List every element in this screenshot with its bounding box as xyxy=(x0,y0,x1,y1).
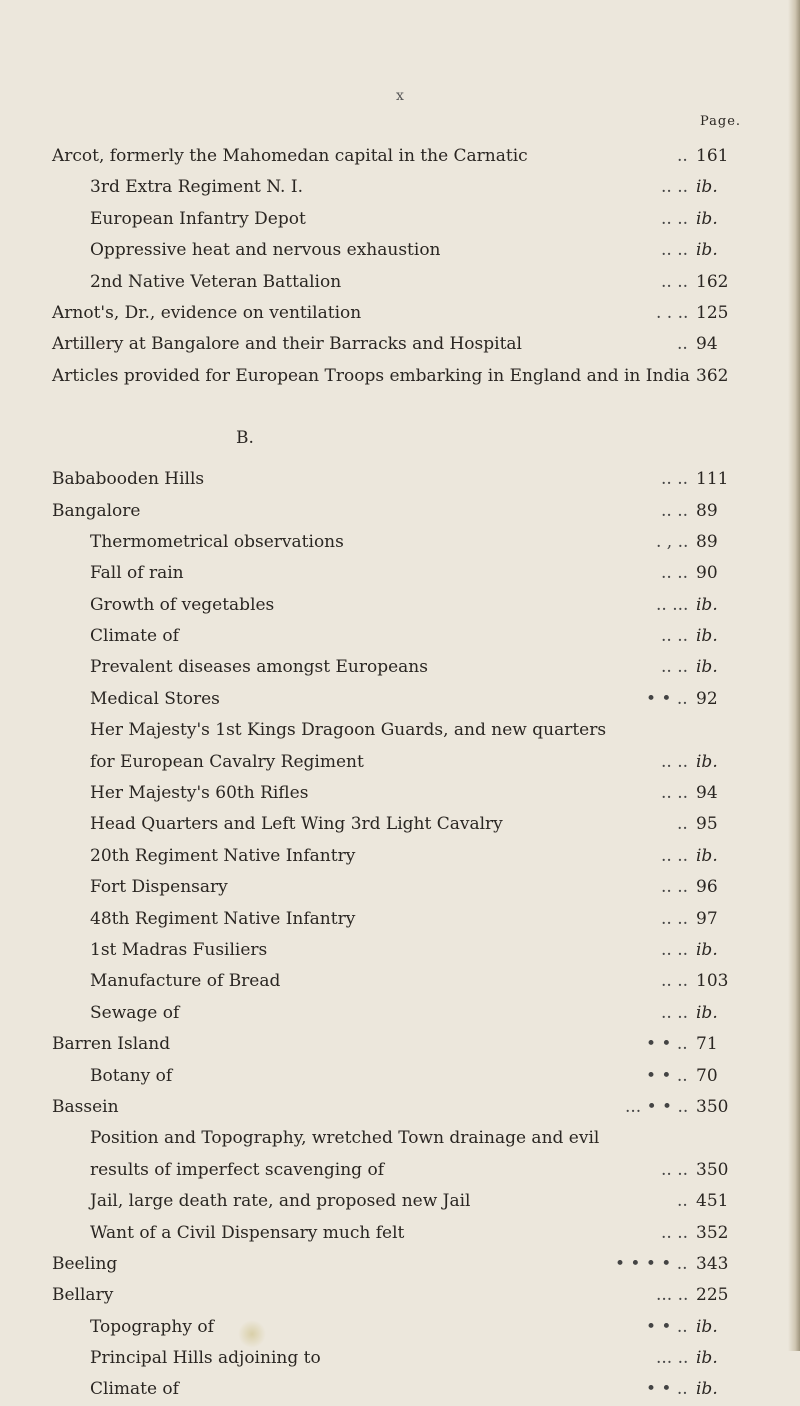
entry-page-number: 225 xyxy=(696,1285,729,1306)
dot-leader: • • .. xyxy=(646,688,688,709)
dot-leader: .. .. xyxy=(661,271,689,292)
index-entry xyxy=(0,590,800,621)
dot-leader: .. .. xyxy=(661,177,689,198)
index-entry xyxy=(0,715,800,746)
dot-leader: .. xyxy=(677,334,688,355)
entry-text: Artillery at Bangalore and their Barracks and Hospital xyxy=(52,334,522,355)
dot-leader: .. xyxy=(677,814,688,835)
dot-leader: .. .. xyxy=(661,1159,689,1180)
entry-text: Position and Topography, wretched Town drainage and evil xyxy=(90,1128,600,1149)
entry-page-number: 96 xyxy=(696,877,718,898)
index-entry xyxy=(0,1280,800,1311)
entry-text: Her Majesty's 1st Kings Dragoon Guards, and new quarters xyxy=(90,720,607,741)
index-entry xyxy=(0,1312,800,1343)
entry-page-number: 352 xyxy=(696,1222,729,1243)
entry-text: 3rd Extra Regiment N. I. xyxy=(90,177,303,198)
entry-text: Want of a Civil Dispensary much felt xyxy=(90,1222,405,1243)
entry-page-number: 350 xyxy=(696,1096,729,1117)
entry-text: Bassein xyxy=(52,1096,119,1117)
entry-text: Climate of xyxy=(90,626,179,647)
entry-page-number: 350 xyxy=(696,1159,729,1180)
entry-text: Medical Stores xyxy=(90,688,220,709)
dot-leader: .. .. xyxy=(661,908,689,929)
entry-page-number: ib. xyxy=(696,1379,718,1400)
entry-page-number: 162 xyxy=(696,271,729,292)
index-entry xyxy=(0,652,800,683)
index-entry xyxy=(0,1029,800,1060)
index-group-b xyxy=(0,464,800,1406)
dot-leader: .. .. xyxy=(661,657,689,678)
index-entry xyxy=(0,1061,800,1092)
dot-leader: • • .. xyxy=(646,1034,688,1055)
dot-leader: .. .. xyxy=(661,240,689,261)
index-entry xyxy=(0,904,800,935)
index-entry xyxy=(0,1218,800,1249)
entry-page-number: ib. xyxy=(696,657,718,678)
index-entry xyxy=(0,621,800,652)
entry-page-number: 97 xyxy=(696,908,718,929)
dot-leader: . . .. xyxy=(656,302,689,323)
section-letter: B. xyxy=(236,428,254,448)
index-entry xyxy=(0,141,800,172)
dot-leader: .. .. xyxy=(661,845,689,866)
entry-text: Barren Island xyxy=(52,1034,171,1055)
entry-text: Topography of xyxy=(90,1316,214,1337)
entry-text: Prevalent diseases amongst Europeans xyxy=(90,657,428,678)
entry-page-number: 92 xyxy=(696,688,718,709)
dot-leader: .. .. xyxy=(661,563,689,584)
dot-leader: .. .. xyxy=(661,1002,689,1023)
index-entry xyxy=(0,558,800,589)
entry-page-number: 161 xyxy=(696,146,729,166)
entry-page-number: 362 xyxy=(696,365,729,386)
entry-page-number: 111 xyxy=(696,469,729,490)
index-group-a xyxy=(0,141,800,392)
entry-page-number: ib. xyxy=(696,626,718,647)
index-entry xyxy=(0,172,800,203)
index-entry xyxy=(0,298,800,329)
entry-page-number: 94 xyxy=(696,334,718,355)
dot-leader: .. .. xyxy=(661,1222,689,1243)
dot-leader: . , .. xyxy=(656,531,689,552)
entry-page-number: ib. xyxy=(696,240,718,261)
dot-leader: .. .. xyxy=(661,626,689,647)
index-entry xyxy=(0,935,800,966)
entry-text: Oppressive heat and nervous exhaustion xyxy=(90,240,441,261)
index-entry xyxy=(0,966,800,997)
entry-text: Fall of rain xyxy=(90,563,184,584)
index-entry xyxy=(0,1092,800,1123)
index-entry xyxy=(0,872,800,903)
dot-leader: .. .. xyxy=(661,971,689,992)
entry-text: for European Cavalry Regiment xyxy=(90,751,364,772)
entry-page-number: 89 xyxy=(696,500,718,521)
entry-page-number: ib. xyxy=(696,1316,718,1337)
index-entry xyxy=(0,1186,800,1217)
dot-leader: .. .. xyxy=(661,208,689,229)
index-entry xyxy=(0,204,800,235)
entry-text: Sewage of xyxy=(90,1002,180,1023)
index-entry xyxy=(0,841,800,872)
index-entry xyxy=(0,267,800,298)
index-entry xyxy=(0,329,800,360)
entry-text: 1st Madras Fusiliers xyxy=(90,939,268,960)
dot-leader: • • • • .. xyxy=(615,1253,688,1274)
dot-leader: ... .. xyxy=(656,1285,689,1306)
entry-text: Arcot, formerly the Mahomedan capital in the Carnatic xyxy=(52,146,528,166)
entry-page-number: ib. xyxy=(696,594,718,615)
dot-leader: .. .. xyxy=(661,783,689,804)
entry-text: results of imperfect scavenging of xyxy=(90,1159,384,1180)
entry-page-number: ib. xyxy=(696,208,718,229)
entry-text: Bangalore xyxy=(52,500,141,521)
entry-text: Botany of xyxy=(90,1065,173,1086)
dot-leader: .. xyxy=(677,146,688,166)
index-entry xyxy=(0,464,800,495)
entry-text: Principal Hills adjoining to xyxy=(90,1348,321,1369)
entry-page-number: 103 xyxy=(696,971,729,992)
dot-leader: .. xyxy=(677,1191,688,1212)
entry-text: Arnot's, Dr., evidence on ventilation xyxy=(52,302,362,323)
entry-page-number: ib. xyxy=(696,939,718,960)
index-entry xyxy=(0,1155,800,1186)
index-entry xyxy=(0,1249,800,1280)
entry-page-number: ib. xyxy=(696,1002,718,1023)
index-entry xyxy=(0,361,800,392)
dot-leader: .. .. xyxy=(661,877,689,898)
dot-leader: .. .. xyxy=(661,939,689,960)
entry-text: Bellary xyxy=(52,1285,114,1306)
entry-text: Growth of vegetables xyxy=(90,594,275,615)
entry-page-number: 70 xyxy=(696,1065,718,1086)
index-entry xyxy=(0,747,800,778)
entry-text: Climate of xyxy=(90,1379,179,1400)
entry-page-number: ib. xyxy=(696,845,718,866)
index-entry xyxy=(0,809,800,840)
dot-leader: .. .. xyxy=(661,751,689,772)
entry-text: Beeling xyxy=(52,1253,118,1274)
page-edge xyxy=(788,0,800,1351)
entry-page-number: 125 xyxy=(696,302,729,323)
entry-text: Fort Dispensary xyxy=(90,877,228,898)
folio-number: x xyxy=(396,88,404,104)
entry-page-number: 94 xyxy=(696,783,718,804)
section-gap xyxy=(0,392,800,464)
index-entry xyxy=(0,1123,800,1154)
entry-text: Articles provided for European Troops embarking in England and in India xyxy=(52,365,690,386)
entry-page-number: 90 xyxy=(696,563,718,584)
index-entry xyxy=(0,778,800,809)
dot-leader: ... • • .. xyxy=(625,1096,689,1117)
dot-leader: • • .. xyxy=(646,1316,688,1337)
entry-page-number: 71 xyxy=(696,1034,718,1055)
entry-text: 48th Regiment Native Infantry xyxy=(90,908,356,929)
entry-text: Thermometrical observations xyxy=(90,531,344,552)
index-entry xyxy=(0,684,800,715)
entry-text: European Infantry Depot xyxy=(90,208,306,229)
dot-leader: .. .. xyxy=(661,469,689,490)
index-entries xyxy=(0,141,800,1406)
index-entry xyxy=(0,998,800,1029)
entry-text: Head Quarters and Left Wing 3rd Light Cavalry xyxy=(90,814,503,835)
entry-page-number: 343 xyxy=(696,1253,729,1274)
entry-text: Bababooden Hills xyxy=(52,469,205,490)
entry-text: 20th Regiment Native Infantry xyxy=(90,845,356,866)
dot-leader: ... .. xyxy=(656,1348,689,1369)
entry-text: Jail, large death rate, and proposed new Jail xyxy=(90,1191,471,1212)
index-entry xyxy=(0,1374,800,1405)
entry-page-number: 95 xyxy=(696,814,718,835)
entry-page-number: 89 xyxy=(696,531,718,552)
dot-leader: • • .. xyxy=(646,1065,688,1086)
dot-leader: .. .. xyxy=(661,500,689,521)
entry-page-number: ib. xyxy=(696,177,718,198)
page-column-header: Page. xyxy=(700,114,742,129)
index-entry xyxy=(0,527,800,558)
index-entry xyxy=(0,235,800,266)
paper-stain xyxy=(238,1320,266,1348)
entry-page-number: ib. xyxy=(696,751,718,772)
entry-text: Her Majesty's 60th Rifles xyxy=(90,783,309,804)
index-entry xyxy=(0,496,800,527)
entry-text: Manufacture of Bread xyxy=(90,971,281,992)
dot-leader: • • .. xyxy=(646,1379,688,1400)
entry-page-number: ib. xyxy=(696,1348,718,1369)
entry-page-number: 451 xyxy=(696,1191,729,1212)
index-entry xyxy=(0,1343,800,1374)
entry-text: 2nd Native Veteran Battalion xyxy=(90,271,342,292)
dot-leader: .. ... xyxy=(656,594,689,615)
